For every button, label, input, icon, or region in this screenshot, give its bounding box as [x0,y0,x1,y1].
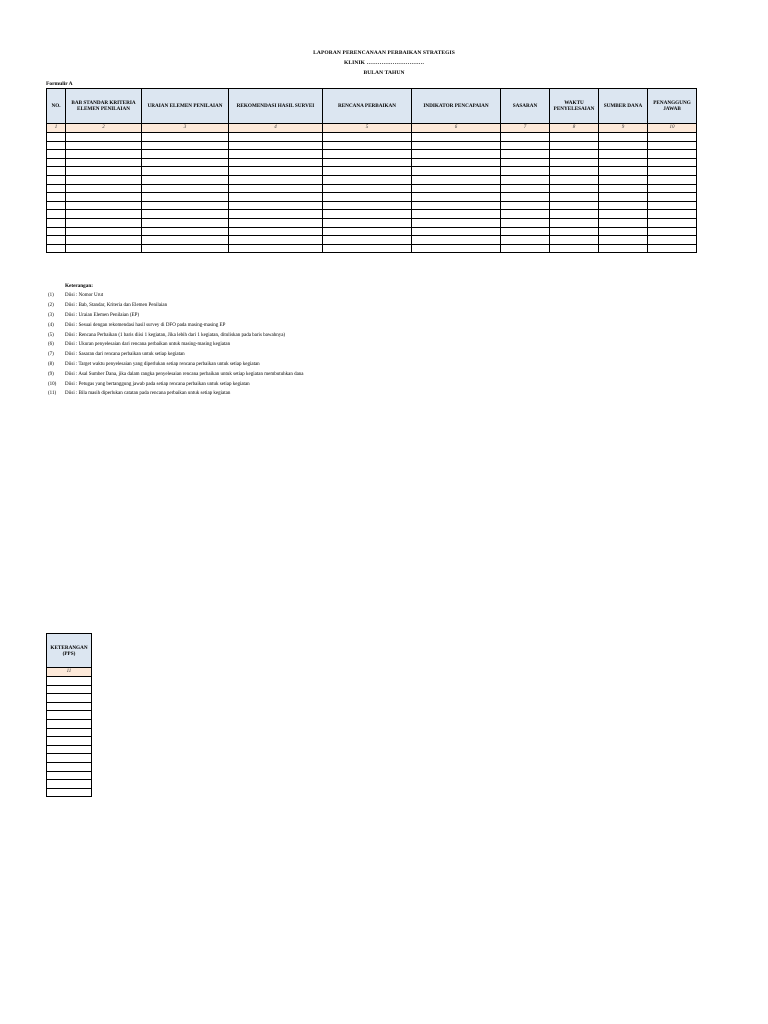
table-cell[interactable] [599,184,648,193]
table-cell[interactable] [229,210,323,219]
table-cell[interactable] [501,158,550,167]
table-row [47,737,92,746]
table-cell[interactable] [412,175,501,184]
table-cell[interactable] [550,175,599,184]
table-cell[interactable] [501,244,550,253]
table-cell[interactable] [550,133,599,142]
table-cell[interactable] [323,236,412,245]
table-cell[interactable] [550,184,599,193]
table-cell[interactable] [648,236,697,245]
table-cell[interactable] [412,158,501,167]
note-index: (8) [48,361,54,367]
table-row [47,193,697,202]
note-text: Diisi : Ukuran penyelesaian dari rencana perbaikan untuk masing-masing kegiatan [65,342,231,348]
note-index: (5) [48,332,54,338]
table-row [47,719,92,728]
table-cell[interactable] [599,158,648,167]
note-index: (9) [48,371,54,377]
table-cell[interactable] [142,218,229,227]
table-cell[interactable] [550,244,599,253]
header-rencana: RENCANA PERBAIKAN [323,89,412,124]
table-cell[interactable] [648,184,697,193]
table-cell[interactable] [648,244,697,253]
table-cell[interactable] [550,210,599,219]
col-number: 9 [599,124,648,133]
table-cell[interactable] [501,184,550,193]
note-item [48,301,304,311]
header-rekomendasi: REKOMENDASI HASIL SURVEI [229,89,323,124]
table-cell[interactable] [323,175,412,184]
table-row [47,244,697,253]
table-cell[interactable] [599,193,648,202]
planning-table [46,88,697,253]
table-cell[interactable] [599,150,648,159]
table-cell[interactable] [47,167,66,176]
clinic-line: KLINIK …………………………. [343,60,425,66]
table-cell[interactable] [66,133,142,142]
table-cell[interactable] [66,175,142,184]
note-text: Diisi : Asal Sumber Dana, jika dalam rangka penyelesaian rencana perbaikan untuk setiap kegiatan membutuhkan dana [65,371,304,377]
table-row [47,150,697,159]
table-cell[interactable] [323,244,412,253]
table-cell[interactable] [66,201,142,210]
table-cell[interactable] [599,201,648,210]
note-index: (2) [48,303,54,309]
table-cell[interactable] [550,201,599,210]
table-cell[interactable] [47,788,92,797]
table-cell[interactable] [47,150,66,159]
table-cell[interactable] [648,167,697,176]
table-cell[interactable] [412,141,501,150]
table-cell[interactable] [66,167,142,176]
table-cell[interactable] [501,210,550,219]
table-row [47,227,697,236]
note-text: Diisi : Nomor Urut [65,293,104,299]
table-cell[interactable] [412,210,501,219]
table-cell[interactable] [323,210,412,219]
note-item [48,340,304,350]
table-cell[interactable] [229,133,323,142]
table-cell[interactable] [501,218,550,227]
header-row [47,89,697,124]
table-cell[interactable] [47,175,66,184]
note-index: (6) [48,342,54,348]
table-cell[interactable] [323,141,412,150]
table-cell[interactable] [229,218,323,227]
table-cell[interactable] [142,201,229,210]
table-row [47,745,92,754]
table-cell[interactable] [47,677,92,686]
note-item [48,330,304,340]
note-item [48,311,304,321]
table-cell[interactable] [47,780,92,789]
table-row [47,175,697,184]
table-cell[interactable] [66,236,142,245]
col-number: 4 [229,124,323,133]
table-cell[interactable] [599,167,648,176]
table-row [47,218,697,227]
table-cell[interactable] [47,771,92,780]
table-row [47,754,92,763]
table-cell[interactable] [66,150,142,159]
table-cell[interactable] [47,737,92,746]
table-cell[interactable] [229,150,323,159]
table-cell[interactable] [599,210,648,219]
table-row [47,133,697,142]
note-text: Diisi : Sesuai dengan rekomendasi hasil survey di DFO pada masing-masing EP [65,322,226,328]
table-cell[interactable] [229,193,323,202]
note-item [48,291,304,301]
table-cell[interactable] [648,133,697,142]
table-cell[interactable] [229,141,323,150]
table-cell[interactable] [323,158,412,167]
table-cell[interactable] [142,150,229,159]
table-cell[interactable] [47,685,92,694]
table-cell[interactable] [323,227,412,236]
table-cell[interactable] [501,236,550,245]
table-cell[interactable] [599,141,648,150]
col-number: 6 [412,124,501,133]
table-cell[interactable] [47,141,66,150]
table-cell[interactable] [412,227,501,236]
table-cell[interactable] [501,201,550,210]
table-row [47,677,92,686]
header-bab: BAB STANDAR KRITERIA ELEMEN PENILAIAN [66,89,142,124]
table-row [47,694,92,703]
col-number: 11 [47,668,92,677]
table-cell[interactable] [66,227,142,236]
note-text: Diisi : Bab, Standar, Kriteria dan Elemen Penilaian [65,303,168,309]
table-cell[interactable] [142,210,229,219]
table-cell[interactable] [648,227,697,236]
table-cell[interactable] [229,175,323,184]
report-title: LAPORAN PERENCANAAN PERBAIKAN STRATEGIS [313,50,455,56]
note-index: (10) [48,381,57,387]
table-cell[interactable] [648,210,697,219]
table-cell[interactable] [66,141,142,150]
note-text: Diisi : Uraian Elemen Penilaian (EP) [65,312,140,318]
table-cell[interactable] [550,236,599,245]
note-item [48,369,304,379]
table-cell[interactable] [599,218,648,227]
table-cell[interactable] [550,193,599,202]
header-sasaran: SASARAN [501,89,550,124]
table-cell[interactable] [550,150,599,159]
table-cell[interactable] [66,244,142,253]
table-cell[interactable] [412,236,501,245]
notes-heading: Keterangan: [65,283,93,289]
table-cell[interactable] [412,244,501,253]
header-sumber-dana: SUMBER DANA [599,89,648,124]
note-text: Diisi : Sasaran dari rencana perbaikan untuk setiap kegiatan [65,352,185,358]
table-row [47,685,92,694]
header-no: NO. [47,89,66,124]
table-cell[interactable] [323,133,412,142]
table-cell[interactable] [550,218,599,227]
table-cell[interactable] [47,236,66,245]
table-cell[interactable] [142,158,229,167]
table-cell[interactable] [599,236,648,245]
table-cell[interactable] [66,193,142,202]
header-keterangan: KETERANGAN (PPS) [47,634,92,668]
table-row [47,762,92,771]
table-cell[interactable] [142,184,229,193]
table-cell[interactable] [501,227,550,236]
table-cell[interactable] [229,244,323,253]
table-cell[interactable] [599,244,648,253]
note-index: (11) [48,391,57,397]
col-number: 10 [648,124,697,133]
header-uraian: URAIAN ELEMEN PENILAIAN [142,89,229,124]
note-item [48,389,304,399]
col-number: 1 [47,124,66,133]
table-cell[interactable] [501,141,550,150]
table-cell[interactable] [648,158,697,167]
table-cell[interactable] [501,175,550,184]
note-index: (4) [48,322,54,328]
table-cell[interactable] [229,167,323,176]
table-row [47,210,697,219]
col-number: 5 [323,124,412,133]
table-cell[interactable] [229,158,323,167]
note-text: Diisi : Petugas yang bertanggung jawab pada setiap rencana perbaikan untuk setiap kegiatan [65,381,250,387]
table-row [47,158,697,167]
table-cell[interactable] [47,719,92,728]
table-cell[interactable] [501,150,550,159]
note-index: (1) [48,293,54,299]
table-cell[interactable] [47,193,66,202]
table-cell[interactable] [66,184,142,193]
note-item [48,320,304,330]
table-row [47,788,92,797]
table-cell[interactable] [501,193,550,202]
table-cell[interactable] [323,184,412,193]
table-cell[interactable] [47,218,66,227]
table-cell[interactable] [66,218,142,227]
table-cell[interactable] [47,210,66,219]
table-cell[interactable] [142,167,229,176]
note-item [48,379,304,389]
table-cell[interactable] [142,141,229,150]
table-cell[interactable] [648,193,697,202]
table-row [47,201,697,210]
table-cell[interactable] [550,141,599,150]
table-row [47,711,92,720]
table-cell[interactable] [550,167,599,176]
table-cell[interactable] [47,227,66,236]
table-cell[interactable] [47,762,92,771]
table-cell[interactable] [142,236,229,245]
table-row [47,236,697,245]
table-cell[interactable] [47,728,92,737]
table-cell[interactable] [648,175,697,184]
table-cell[interactable] [599,133,648,142]
table-cell[interactable] [47,158,66,167]
note-item [48,350,304,360]
col-number: 3 [142,124,229,133]
table-cell[interactable] [323,150,412,159]
table-row [47,167,697,176]
table-cell[interactable] [599,175,648,184]
table-cell[interactable] [47,711,92,720]
table-row [47,702,92,711]
notes-section [48,283,304,399]
table-cell[interactable] [412,201,501,210]
col-number: 7 [501,124,550,133]
table-cell[interactable] [47,694,92,703]
table-cell[interactable] [47,702,92,711]
table-cell[interactable] [47,184,66,193]
keterangan-table [46,633,92,797]
table-cell[interactable] [648,201,697,210]
table-cell[interactable] [550,158,599,167]
table-cell[interactable] [47,745,92,754]
table-cell[interactable] [142,244,229,253]
table-cell[interactable] [229,184,323,193]
table-cell[interactable] [47,754,92,763]
table-row [47,184,697,193]
table-cell[interactable] [323,201,412,210]
note-text: Diisi : Target waktu penyelesaian yang diperlukan setiap rencana perbaikan untuk setiap kegiatan [65,361,260,367]
table-cell[interactable] [66,210,142,219]
table-cell[interactable] [229,227,323,236]
note-index: (3) [48,312,54,318]
note-item [48,360,304,370]
table-cell[interactable] [412,218,501,227]
table-cell[interactable] [648,141,697,150]
keterangan-header-row [47,634,92,668]
keterangan-number-row [47,668,92,677]
column-number-row [47,124,697,133]
header-waktu: WAKTU PENYELESAIAN [550,89,599,124]
table-cell[interactable] [599,227,648,236]
table-cell[interactable] [501,167,550,176]
table-cell[interactable] [47,244,66,253]
table-cell[interactable] [229,201,323,210]
col-number: 2 [66,124,142,133]
note-text: Diisi : Rencana Perbaikan (1 baris diisi 1 kegiatan, Jika lebih dari 1 kegiatan, dituliskan pada baris bawahnya) [65,332,286,338]
table-cell[interactable] [412,167,501,176]
period-line: BULAN TAHUN [363,70,405,76]
table-cell[interactable] [142,133,229,142]
table-cell[interactable] [550,227,599,236]
table-cell[interactable] [501,133,550,142]
table-cell[interactable] [142,227,229,236]
table-cell[interactable] [323,167,412,176]
table-cell[interactable] [142,175,229,184]
table-cell[interactable] [648,150,697,159]
table-cell[interactable] [229,236,323,245]
table-cell[interactable] [412,184,501,193]
note-text: Diisi : Bila masih diperlukan catatan pada rencana perbaikan untuk setiap kegiatan [65,391,231,397]
header-penanggung-jawab: PENANGGUNG JAWAB [648,89,697,124]
table-row [47,780,92,789]
table-cell[interactable] [142,193,229,202]
form-label: Formulir A [46,81,73,87]
table-cell[interactable] [323,193,412,202]
table-cell[interactable] [412,193,501,202]
table-row [47,141,697,150]
table-cell[interactable] [323,218,412,227]
table-row [47,771,92,780]
header-indikator: INDIKATOR PENCAPAIAN [412,89,501,124]
table-cell[interactable] [648,218,697,227]
table-cell[interactable] [66,158,142,167]
table-cell[interactable] [47,201,66,210]
table-cell[interactable] [47,133,66,142]
table-cell[interactable] [412,133,501,142]
table-row [47,728,92,737]
note-index: (7) [48,352,54,358]
table-cell[interactable] [412,150,501,159]
col-number: 8 [550,124,599,133]
